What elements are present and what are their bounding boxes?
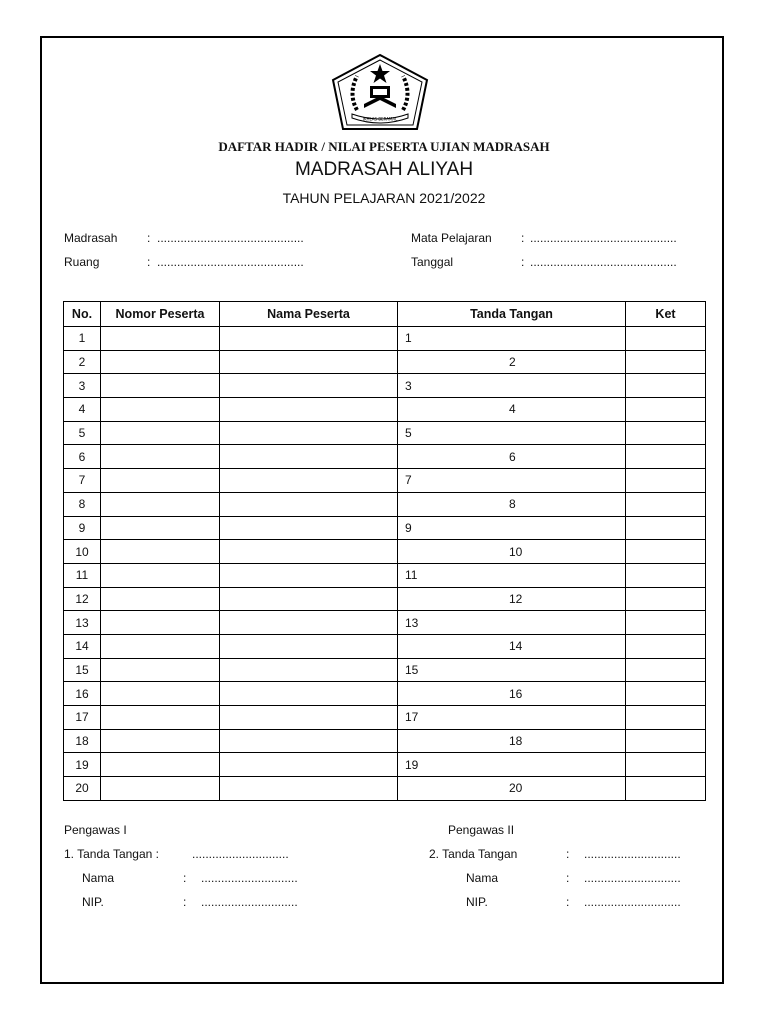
cell-ket[interactable]: [626, 516, 706, 540]
cell-nama-peserta[interactable]: [220, 421, 398, 445]
cell-no: 1: [64, 327, 101, 351]
cell-nomor-peserta[interactable]: [101, 350, 220, 374]
cell-nomor-peserta[interactable]: [101, 516, 220, 540]
cell-tanda-tangan[interactable]: 20: [398, 777, 626, 801]
nama-1-label: Nama: [82, 871, 115, 885]
table-row: [64, 398, 706, 422]
cell-nama-peserta[interactable]: [220, 563, 398, 587]
cell-no: 20: [64, 777, 101, 801]
table-row: [64, 753, 706, 777]
cell-ket[interactable]: [626, 682, 706, 706]
table-row: [64, 469, 706, 493]
nip-2-field[interactable]: .............................: [584, 895, 681, 909]
cell-no: 4: [64, 398, 101, 422]
cell-tanda-tangan[interactable]: 11: [398, 563, 626, 587]
cell-ket[interactable]: [626, 445, 706, 469]
document-title: DAFTAR HADIR / NILAI PESERTA UJIAN MADRASAH: [218, 139, 550, 154]
table-row: [64, 706, 706, 730]
cell-no: 12: [64, 587, 101, 611]
table-header-row: [64, 302, 706, 327]
attendance-table: [63, 301, 706, 801]
cell-nomor-peserta[interactable]: [101, 492, 220, 516]
cell-tanda-tangan[interactable]: 13: [398, 611, 626, 635]
cell-nomor-peserta[interactable]: [101, 563, 220, 587]
cell-ket[interactable]: [626, 492, 706, 516]
cell-ket[interactable]: [626, 327, 706, 351]
logo-text: IKHLAS BERAMAL: [362, 116, 398, 122]
mapel-field[interactable]: ............................................: [530, 231, 677, 245]
cell-no: 9: [64, 516, 101, 540]
cell-tanda-tangan[interactable]: 6: [398, 445, 626, 469]
cell-ket[interactable]: [626, 634, 706, 658]
academic-year: TAHUN PELAJARAN 2021/2022: [282, 190, 486, 206]
table-row: [64, 587, 706, 611]
cell-nomor-peserta[interactable]: [101, 327, 220, 351]
cell-no: 17: [64, 706, 101, 730]
nip-1-label: NIP.: [82, 895, 104, 909]
table-row: [64, 327, 706, 351]
madrasah-label: Madrasah: [64, 231, 118, 245]
cell-nama-peserta[interactable]: [220, 777, 398, 801]
ruang-field[interactable]: ............................................: [157, 255, 304, 269]
nama-2-field[interactable]: .............................: [584, 871, 681, 885]
cell-nomor-peserta[interactable]: [101, 469, 220, 493]
header-nomor-peserta: Nomor Peserta: [101, 302, 220, 327]
cell-nomor-peserta[interactable]: [101, 706, 220, 730]
mapel-label: Mata Pelajaran: [411, 231, 492, 245]
cell-nama-peserta[interactable]: [220, 516, 398, 540]
cell-nama-peserta[interactable]: [220, 634, 398, 658]
header-ket: Ket: [626, 302, 706, 327]
cell-ket[interactable]: [626, 729, 706, 753]
ttd-1-label: 1. Tanda Tangan :: [64, 847, 159, 861]
cell-no: 6: [64, 445, 101, 469]
table-row: [64, 350, 706, 374]
table-row: [64, 516, 706, 540]
cell-tanda-tangan[interactable]: 7: [398, 469, 626, 493]
cell-no: 18: [64, 729, 101, 753]
nip-1-colon: :: [183, 895, 187, 909]
cell-nomor-peserta[interactable]: [101, 753, 220, 777]
cell-no: 19: [64, 753, 101, 777]
cell-nomor-peserta[interactable]: [101, 658, 220, 682]
table-row: [64, 492, 706, 516]
ttd-2-field[interactable]: .............................: [584, 847, 681, 861]
cell-ket[interactable]: [626, 753, 706, 777]
ruang-colon: :: [147, 255, 151, 269]
cell-nama-peserta[interactable]: [220, 611, 398, 635]
table-row: [64, 421, 706, 445]
madrasah-field[interactable]: ............................................: [157, 231, 304, 245]
cell-no: 14: [64, 634, 101, 658]
cell-nama-peserta[interactable]: [220, 350, 398, 374]
nama-1-field[interactable]: .............................: [201, 871, 298, 885]
cell-ket[interactable]: [626, 374, 706, 398]
cell-ket[interactable]: [626, 587, 706, 611]
cell-nomor-peserta[interactable]: [101, 611, 220, 635]
ttd-1-field[interactable]: .............................: [192, 847, 289, 861]
cell-nama-peserta[interactable]: [220, 492, 398, 516]
table-row: [64, 682, 706, 706]
cell-no: 13: [64, 611, 101, 635]
cell-nama-peserta[interactable]: [220, 374, 398, 398]
header-nama-peserta: Nama Peserta: [220, 302, 398, 327]
table-row: [64, 374, 706, 398]
cell-no: 11: [64, 563, 101, 587]
cell-nomor-peserta[interactable]: [101, 421, 220, 445]
cell-ket[interactable]: [626, 777, 706, 801]
cell-ket[interactable]: [626, 611, 706, 635]
cell-nomor-peserta[interactable]: [101, 777, 220, 801]
cell-nama-peserta[interactable]: [220, 327, 398, 351]
cell-nama-peserta[interactable]: [220, 398, 398, 422]
cell-nomor-peserta[interactable]: [101, 374, 220, 398]
cell-ket[interactable]: [626, 706, 706, 730]
cell-nama-peserta[interactable]: [220, 658, 398, 682]
tanggal-field[interactable]: ............................................: [530, 255, 677, 269]
madrasah-colon: :: [147, 231, 151, 245]
cell-tanda-tangan[interactable]: 18: [398, 729, 626, 753]
cell-tanda-tangan[interactable]: 19: [398, 753, 626, 777]
cell-ket[interactable]: [626, 350, 706, 374]
cell-no: 15: [64, 658, 101, 682]
table-row: [64, 777, 706, 801]
cell-nomor-peserta[interactable]: [101, 587, 220, 611]
kemenag-logo-icon: [330, 52, 430, 132]
cell-no: 8: [64, 492, 101, 516]
pengawas-1-label: Pengawas I: [64, 823, 127, 837]
mapel-colon: :: [521, 231, 525, 245]
nip-2-label: NIP.: [466, 895, 488, 909]
nip-1-field[interactable]: .............................: [201, 895, 298, 909]
cell-tanda-tangan[interactable]: 16: [398, 682, 626, 706]
tanggal-colon: :: [521, 255, 525, 269]
cell-ket[interactable]: [626, 563, 706, 587]
ttd-2-label: 2. Tanda Tangan: [429, 847, 518, 861]
cell-no: 2: [64, 350, 101, 374]
tanggal-label: Tanggal: [411, 255, 454, 269]
cell-nama-peserta[interactable]: [220, 469, 398, 493]
cell-nama-peserta[interactable]: [220, 706, 398, 730]
table-row: [64, 658, 706, 682]
nip-2-colon: :: [566, 895, 570, 909]
cell-no: 10: [64, 540, 101, 564]
cell-no: 5: [64, 421, 101, 445]
table-row: [64, 445, 706, 469]
header-no: No.: [64, 302, 101, 327]
table-row: [64, 634, 706, 658]
header-tanda-tangan: Tanda Tangan: [398, 302, 626, 327]
cell-tanda-tangan[interactable]: 8: [398, 492, 626, 516]
cell-tanda-tangan[interactable]: 10: [398, 540, 626, 564]
cell-tanda-tangan[interactable]: 9: [398, 516, 626, 540]
cell-nama-peserta[interactable]: [220, 587, 398, 611]
cell-no: 7: [64, 469, 101, 493]
cell-ket[interactable]: [626, 540, 706, 564]
cell-nama-peserta[interactable]: [220, 729, 398, 753]
cell-ket[interactable]: [626, 658, 706, 682]
pengawas-2-label: Pengawas II: [448, 823, 515, 837]
cell-tanda-tangan[interactable]: 5: [398, 421, 626, 445]
cell-nomor-peserta[interactable]: [101, 682, 220, 706]
cell-ket[interactable]: [626, 421, 706, 445]
cell-ket[interactable]: [626, 398, 706, 422]
cell-nama-peserta[interactable]: [220, 753, 398, 777]
table-row: [64, 729, 706, 753]
nama-2-label: Nama: [466, 871, 499, 885]
cell-nomor-peserta[interactable]: [101, 445, 220, 469]
cell-nomor-peserta[interactable]: [101, 634, 220, 658]
cell-ket[interactable]: [626, 469, 706, 493]
cell-tanda-tangan[interactable]: 1: [398, 327, 626, 351]
cell-tanda-tangan[interactable]: 17: [398, 706, 626, 730]
cell-nomor-peserta[interactable]: [101, 729, 220, 753]
school-title: MADRASAH ALIYAH: [294, 159, 474, 180]
cell-nama-peserta[interactable]: [220, 682, 398, 706]
cell-no: 3: [64, 374, 101, 398]
table-row: [64, 540, 706, 564]
nama-1-colon: :: [183, 871, 187, 885]
cell-tanda-tangan[interactable]: 2: [398, 350, 626, 374]
cell-tanda-tangan[interactable]: 15: [398, 658, 626, 682]
cell-tanda-tangan[interactable]: 4: [398, 398, 626, 422]
table-row: [64, 563, 706, 587]
cell-nomor-peserta[interactable]: [101, 398, 220, 422]
ruang-label: Ruang: [64, 255, 100, 269]
table-row: [64, 611, 706, 635]
cell-tanda-tangan[interactable]: 14: [398, 634, 626, 658]
cell-no: 16: [64, 682, 101, 706]
cell-tanda-tangan[interactable]: 12: [398, 587, 626, 611]
cell-nomor-peserta[interactable]: [101, 540, 220, 564]
cell-nama-peserta[interactable]: [220, 445, 398, 469]
cell-tanda-tangan[interactable]: 3: [398, 374, 626, 398]
ttd-2-colon: :: [566, 847, 570, 861]
cell-nama-peserta[interactable]: [220, 540, 398, 564]
nama-2-colon: :: [566, 871, 570, 885]
